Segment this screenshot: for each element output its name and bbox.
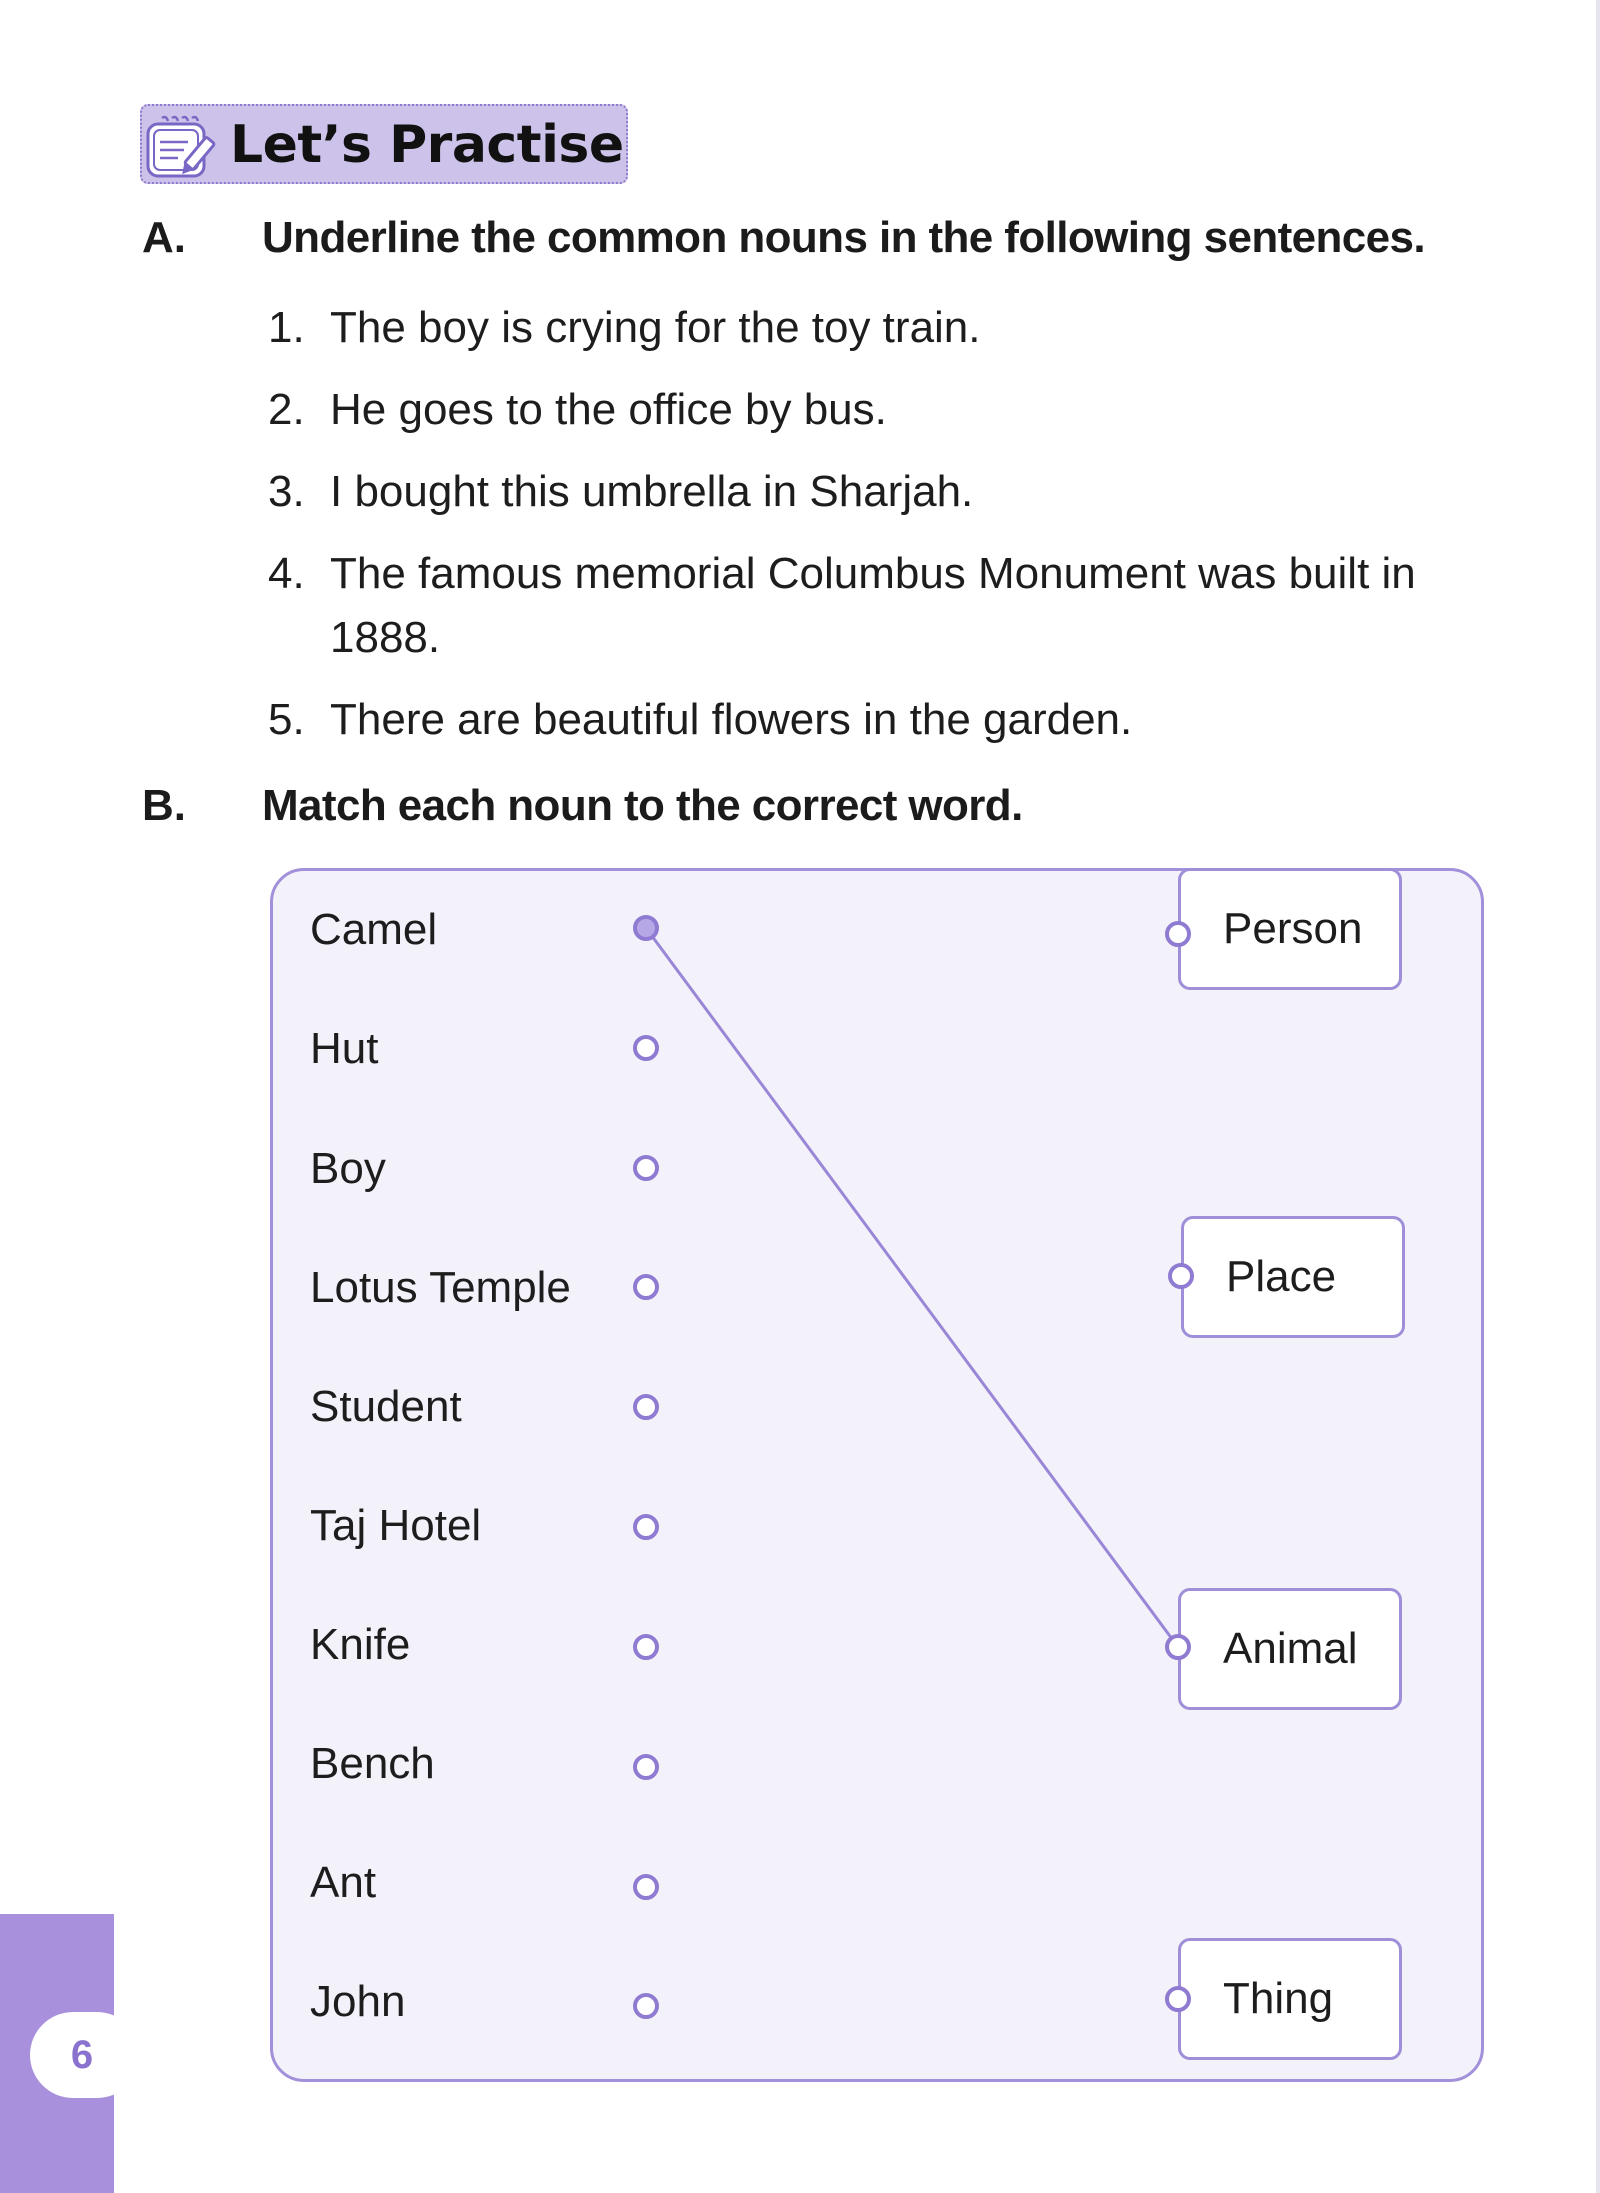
page-number: 6 xyxy=(70,2033,94,2077)
sentence-number: 3. xyxy=(268,467,305,516)
sentence-number: 5. xyxy=(268,695,305,744)
noun-boy: Boy xyxy=(310,1144,386,1193)
noun-john: John xyxy=(310,1977,406,2026)
noun-lotus-temple: Lotus Temple xyxy=(310,1263,571,1312)
notebook-pencil-icon xyxy=(142,114,218,180)
sentence-text: There are beautiful flowers in the garden. xyxy=(330,695,1133,744)
lets-practise-badge xyxy=(140,104,628,184)
noun-bench: Bench xyxy=(310,1739,435,1788)
category-thing: Thing xyxy=(1223,1974,1334,2023)
section-b-letter: B. xyxy=(142,781,186,830)
sentence-text: The boy is crying for the toy train. xyxy=(330,303,981,352)
sentence-2 xyxy=(268,378,1500,442)
page-title: Let’s Practise xyxy=(230,115,624,175)
sentence-text: He goes to the office by bus. xyxy=(330,385,887,434)
sentence-4 xyxy=(268,542,1500,670)
noun-ant: Ant xyxy=(310,1858,377,1907)
section-a-instruction: Underline the common nouns in the following sentences. xyxy=(262,213,1426,262)
noun-hut: Hut xyxy=(310,1024,379,1073)
category-person-box xyxy=(1178,868,1402,990)
page-edge xyxy=(1596,0,1600,2193)
category-place-box xyxy=(1181,1216,1405,1338)
sentence-text: I bought this umbrella in Sharjah. xyxy=(330,467,974,516)
noun-camel: Camel xyxy=(310,905,438,954)
noun-student: Student xyxy=(310,1382,462,1431)
noun-knife: Knife xyxy=(310,1620,411,1669)
category-thing-box xyxy=(1178,1938,1402,2060)
category-animal-box xyxy=(1178,1588,1402,1710)
sentence-3 xyxy=(268,460,1500,524)
category-animal: Animal xyxy=(1223,1624,1358,1673)
category-person: Person xyxy=(1223,904,1363,953)
sentence-number: 4. xyxy=(268,549,305,598)
sentence-5 xyxy=(268,688,1500,752)
sentence-number: 1. xyxy=(268,303,305,352)
section-a-letter: A. xyxy=(142,213,186,262)
matching-exercise-box xyxy=(270,868,1484,2082)
sentence-number: 2. xyxy=(268,385,305,434)
sentence-1 xyxy=(268,296,1500,360)
sentence-list xyxy=(268,296,1500,770)
category-place: Place xyxy=(1226,1252,1337,1301)
sentence-text: The famous memorial Columbus Monument was built in 1888. xyxy=(330,549,1416,662)
noun-taj-hotel: Taj Hotel xyxy=(310,1501,482,1550)
section-b-instruction: Match each noun to the correct word. xyxy=(262,781,1023,830)
